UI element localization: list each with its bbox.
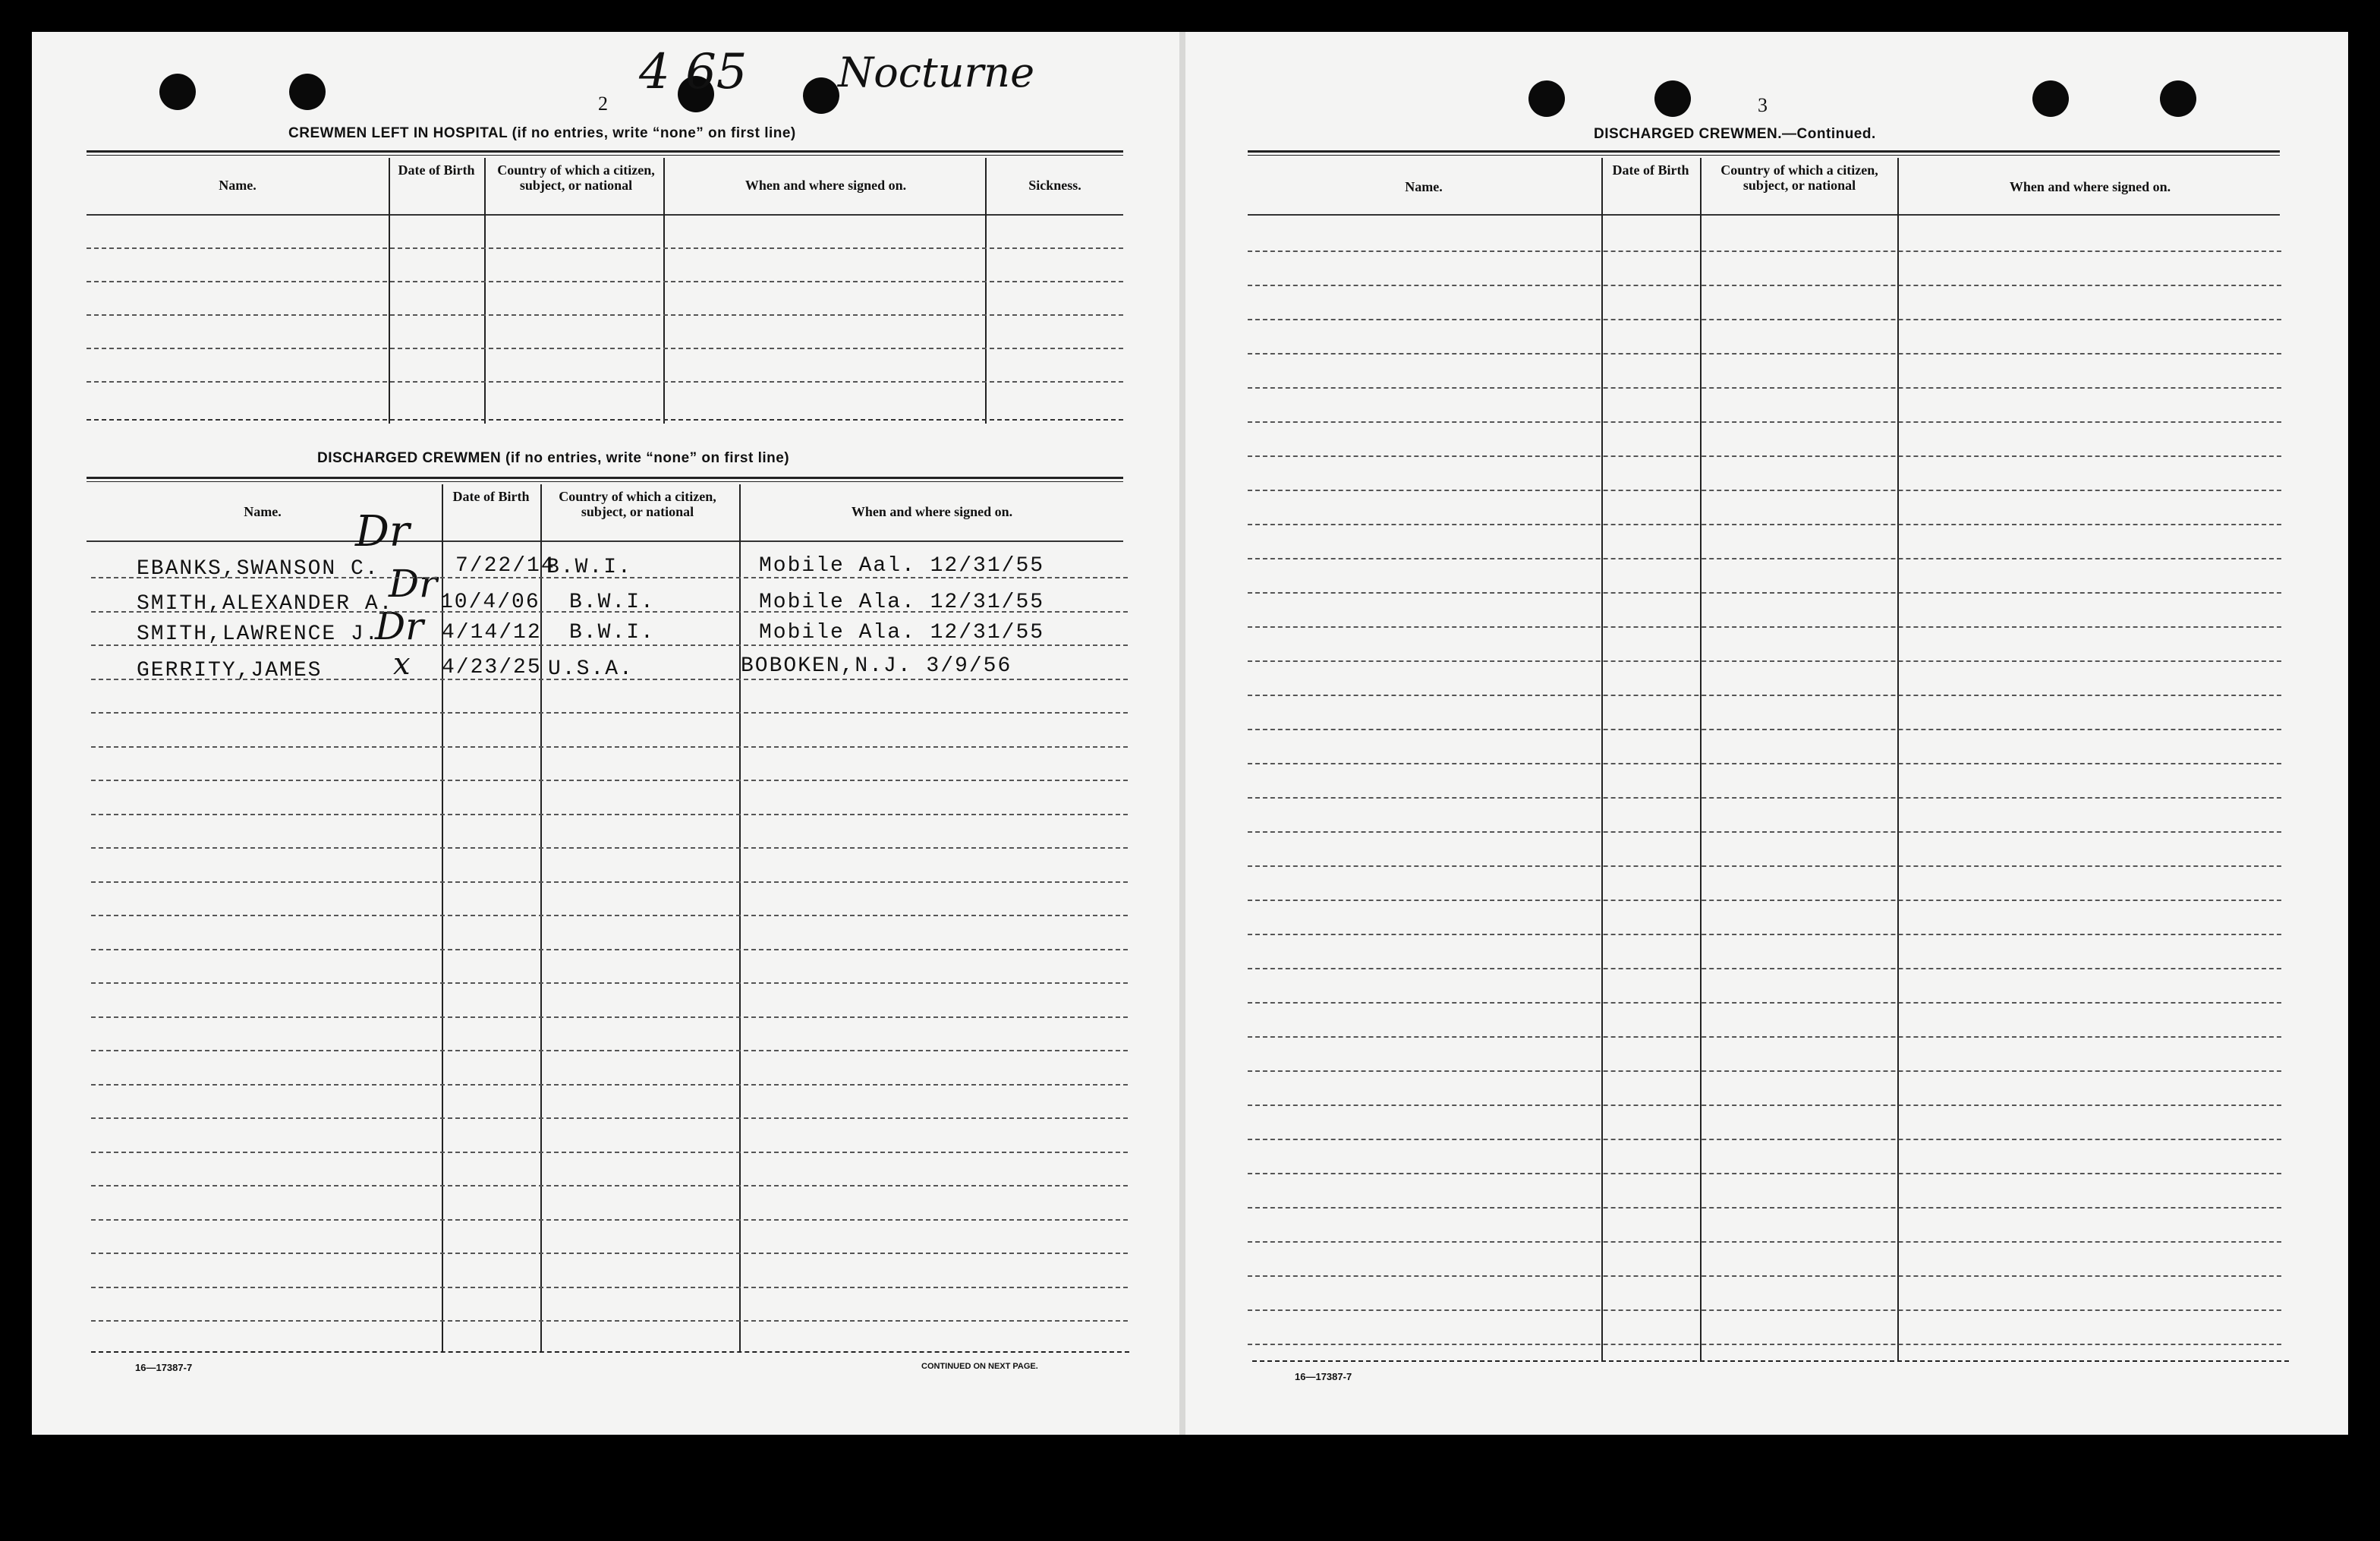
discharged-entry-line (91, 611, 1128, 613)
right-col-dob: Date of Birth (1612, 162, 1689, 178)
right-entry-line (1248, 1207, 2281, 1209)
left-page (32, 32, 1179, 1435)
discharged-entry-line (91, 1253, 1128, 1254)
discharged-entry-line (91, 577, 1128, 578)
discharged-col-name: Name. (244, 504, 282, 519)
hospital-col-sickness: Sickness. (1028, 178, 1081, 193)
hospital-entry-line (87, 314, 1123, 316)
handwritten-number: 4 65 (639, 44, 748, 100)
discharged-entry-line (91, 1152, 1128, 1153)
hospital-header-rule (87, 214, 1123, 216)
discharged-entry-line (91, 679, 1128, 680)
hospital-col-country: Country of which a citizen, subject, or national (497, 162, 655, 193)
crewman-name: GERRITY,JAMES (137, 659, 323, 682)
hospital-col-name: Name. (219, 178, 257, 193)
crewman-dob: 4/14/12 (442, 621, 542, 644)
crewman-signed-on: Mobile Ala. 12/31/55 (759, 621, 1045, 644)
discharged-entry-line (91, 1185, 1128, 1186)
right-entry-line (1248, 1036, 2281, 1038)
right-entry-line (1248, 1002, 2281, 1004)
discharged-col-divider (442, 484, 443, 1353)
handwritten-mark: Dr (375, 604, 423, 648)
handwritten-mark: x (393, 647, 411, 682)
handwritten-ship-name: Nocturne (838, 49, 1035, 96)
discharged-col-dob: Date of Birth (452, 489, 530, 504)
hospital-col-divider (985, 158, 987, 424)
crewman-country: B.W.I. (569, 621, 655, 644)
page-seam (1179, 32, 1185, 1435)
right-col-divider (1601, 158, 1603, 1360)
right-entry-line (1248, 695, 2281, 696)
right-entry-line (1248, 934, 2281, 935)
crewman-name: SMITH,LAWRENCE J. (137, 622, 379, 646)
discharged-col-signed: When and where signed on. (851, 504, 1013, 519)
right-header-rule (1248, 214, 2280, 216)
right-entry-line (1248, 455, 2281, 457)
discharged-bottom-rule (91, 1351, 1129, 1353)
hospital-entry-line (87, 348, 1123, 349)
crewman-signed-on: BOBOKEN,N.J. 3/9/56 (741, 654, 1012, 678)
right-entry-line (1248, 524, 2281, 525)
discharged-table-top-rule (87, 477, 1123, 482)
right-entry-line (1248, 865, 2281, 867)
right-col-signed: When and where signed on. (2009, 179, 2171, 194)
discharged-entry-line (91, 746, 1128, 748)
crewman-country: B.W.I. (569, 591, 655, 614)
discharged-entry-line (91, 712, 1128, 714)
right-col-divider (1897, 158, 1899, 1360)
right-entry-line (1248, 1344, 2281, 1345)
right-entry-line (1248, 1241, 2281, 1243)
discharged-col-divider (540, 484, 542, 1353)
discharged-entry-line (91, 780, 1128, 781)
discharged-entry-line (91, 1084, 1128, 1086)
hospital-col-signed: When and where signed on. (745, 178, 907, 193)
hospital-entry-line (87, 281, 1123, 282)
discharged-section-title: DISCHARGED CREWMEN (if no entries, write “none” on first line) (317, 450, 790, 466)
right-entry-line (1248, 251, 2281, 252)
crewman-country: B.W.I. (546, 556, 632, 579)
right-entry-line (1248, 1309, 2281, 1311)
right-bottom-rule (1252, 1360, 2289, 1362)
right-entry-line (1248, 558, 2281, 559)
punch-hole (2032, 80, 2069, 117)
handwritten-mark: Dr (389, 562, 437, 606)
continued-note: CONTINUED ON NEXT PAGE. (921, 1362, 1038, 1371)
hospital-entry-line (87, 247, 1123, 249)
right-entry-line (1248, 1275, 2281, 1277)
right-col-divider (1700, 158, 1702, 1360)
hospital-col-divider (484, 158, 486, 424)
discharged-entry-line (91, 915, 1128, 916)
right-entry-line (1248, 729, 2281, 730)
right-page (1185, 32, 2348, 1435)
discharged-col-country: Country of which a citizen, subject, or national (559, 489, 716, 519)
punch-hole (1654, 80, 1691, 117)
discharged-entry-line (91, 814, 1128, 815)
crewman-signed-on: Mobile Aal. 12/31/55 (759, 554, 1045, 578)
right-entry-line (1248, 900, 2281, 901)
form-number: 16—17387-7 (1295, 1371, 1352, 1382)
discharged-entry-line (91, 1117, 1128, 1119)
crewman-signed-on: Mobile Ala. 12/31/55 (759, 591, 1045, 614)
discharged-entry-line (91, 881, 1128, 883)
discharged-header-rule (87, 540, 1123, 542)
right-entry-line (1248, 626, 2281, 628)
right-entry-line (1248, 285, 2281, 286)
discharged-entry-line (91, 1320, 1128, 1322)
crewman-dob: 7/22/14 (455, 554, 556, 578)
crewman-name: SMITH,ALEXANDER A. (137, 592, 394, 616)
crewman-country: U.S.A. (548, 657, 634, 681)
punch-hole (159, 74, 196, 110)
punch-hole (2160, 80, 2196, 117)
right-entry-line (1248, 660, 2281, 662)
discharged-entry-line (91, 847, 1128, 849)
discharged-entry-line (91, 982, 1128, 984)
discharged-entry-line (91, 949, 1128, 950)
hospital-entry-line (87, 381, 1123, 383)
right-entry-line (1248, 387, 2281, 389)
punch-hole (1528, 80, 1565, 117)
discharged-entry-line (91, 1219, 1128, 1221)
crewman-name: EBANKS,SWANSON C. (137, 557, 379, 581)
hospital-col-dob: Date of Birth (398, 162, 475, 178)
right-entry-line (1248, 353, 2281, 355)
right-col-name: Name. (1405, 179, 1443, 194)
right-entry-line (1248, 831, 2281, 833)
discharged-entry-line (91, 644, 1128, 646)
punch-hole (803, 77, 839, 114)
hospital-table-top-rule (87, 150, 1123, 156)
right-entry-line (1248, 319, 2281, 320)
discharged-col-divider (739, 484, 741, 1353)
right-entry-line (1248, 968, 2281, 969)
hospital-bottom-rule (87, 419, 1123, 421)
discharged-entry-line (91, 1016, 1128, 1018)
crewman-dob: 10/4/06 (440, 591, 540, 614)
right-entry-line (1248, 763, 2281, 764)
right-col-country: Country of which a citizen, subject, or national (1720, 162, 1878, 193)
form-number: 16—17387-7 (135, 1362, 193, 1373)
discharged-continued-title: DISCHARGED CREWMEN.—Continued. (1594, 126, 1876, 142)
page-number: 2 (598, 93, 608, 115)
hospital-section-title: CREWMEN LEFT IN HOSPITAL (if no entries, write “none” on first line) (288, 125, 796, 141)
right-table-top-rule (1248, 150, 2280, 156)
right-entry-line (1248, 1173, 2281, 1174)
handwritten-mark: Dr (355, 507, 410, 556)
hospital-col-divider (389, 158, 390, 424)
punch-hole (289, 74, 326, 110)
crewman-dob: 4/23/25 (442, 656, 542, 679)
right-entry-line (1248, 490, 2281, 491)
discharged-entry-line (91, 1287, 1128, 1288)
right-entry-line (1248, 421, 2281, 423)
right-entry-line (1248, 1105, 2281, 1106)
page-number: 3 (1758, 94, 1768, 116)
hospital-col-divider (663, 158, 665, 424)
right-entry-line (1248, 592, 2281, 594)
discharged-entry-line (91, 1050, 1128, 1051)
right-entry-line (1248, 797, 2281, 799)
right-entry-line (1248, 1139, 2281, 1140)
right-entry-line (1248, 1070, 2281, 1072)
